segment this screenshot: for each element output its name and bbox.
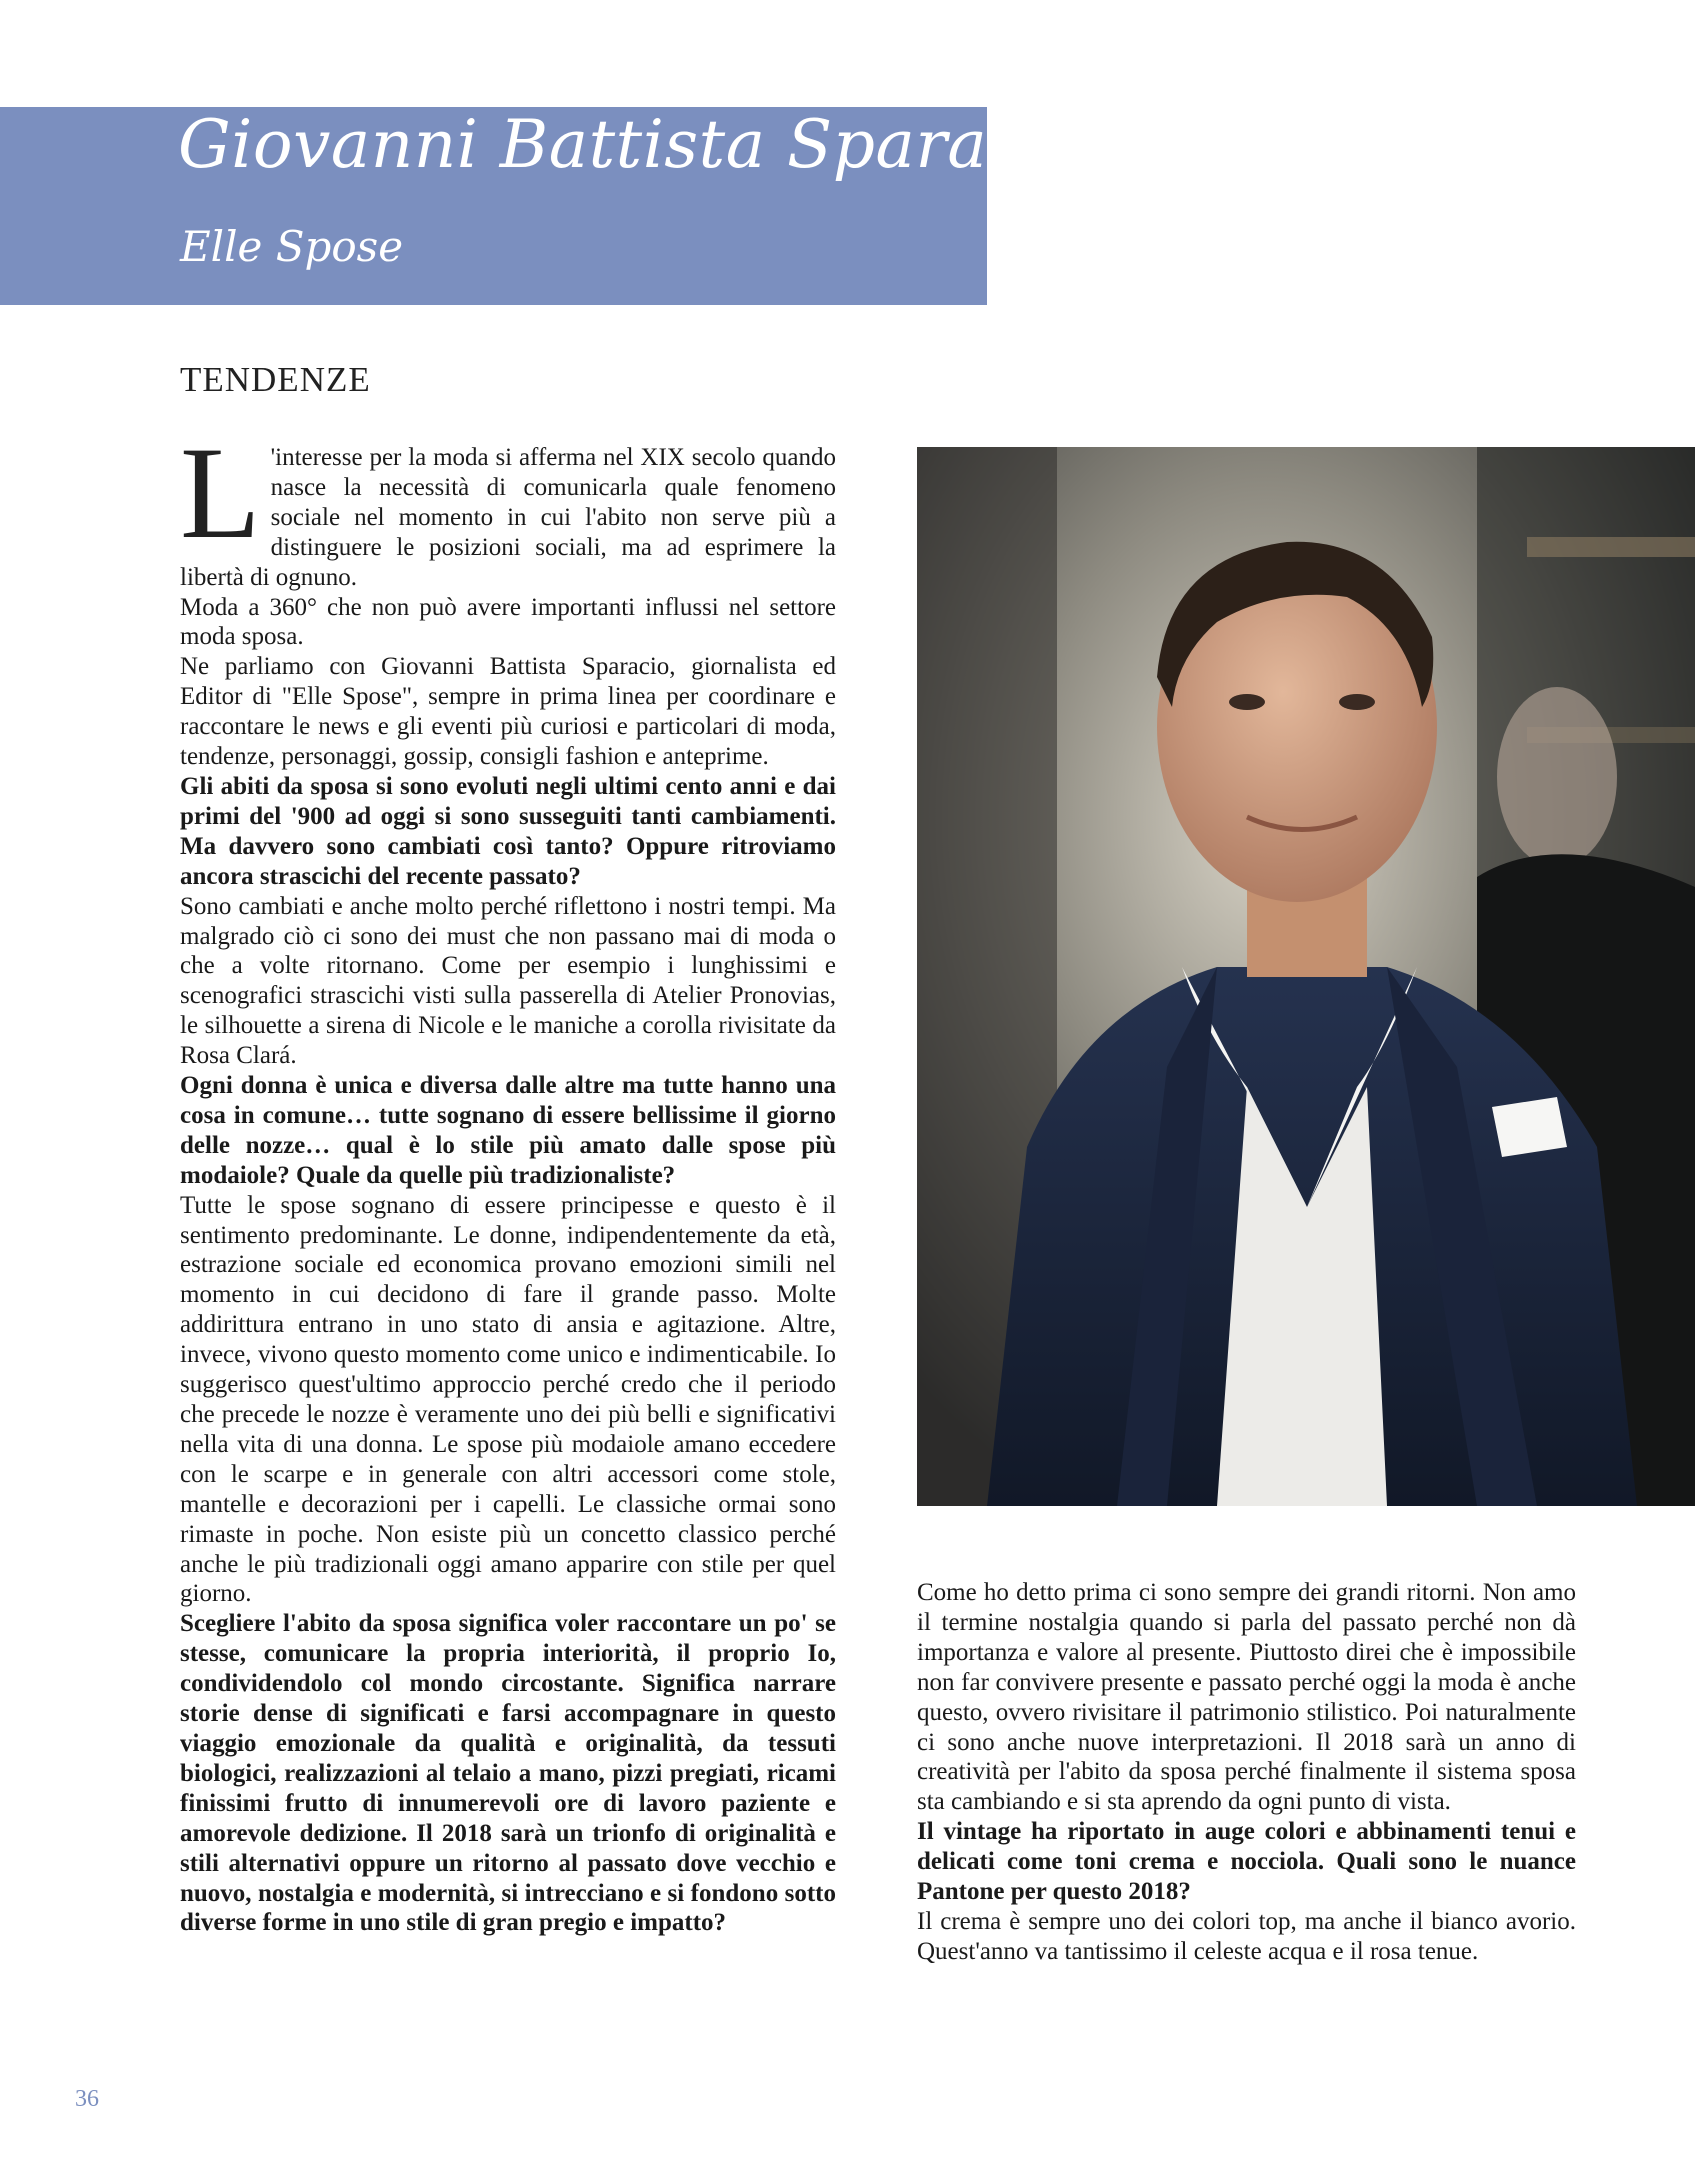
paragraph: Ne parliamo con Giovanni Battista Sparacio, giornalista ed Editor di "Elle Spose", sempre in prima linea per coordinare e raccontare le news e gli eventi più curiosi e particolari di moda, tendenze, personaggi, gossip, consigli fashion e anteprime. <box>180 653 836 771</box>
interview-question: Il vintage ha riportato in auge colori e abbinamenti tenui e delicati come toni crema e nocciola. Quali sono le nuance Pantone per questo 2018? <box>917 1818 1576 1906</box>
intro-paragraph: L 'interesse per la moda si afferma nel XIX secolo quando nasce la necessità di comunicarla quale fenomeno sociale nel momento in cui l'abito non serve più a distinguere le posizioni sociali, ma ad esprimere la libertà di ognuno. <box>180 419 836 591</box>
section-label: TENDENZE <box>180 360 371 399</box>
portrait-photo <box>917 447 1695 1506</box>
drop-cap: L <box>180 419 261 566</box>
interview-answer: Il crema è sempre uno dei colori top, ma anche il bianco avorio. Quest'anno va tantissimo il celeste acqua e il rosa tenue. <box>917 1907 1576 1965</box>
publication-name: Elle Spose <box>180 222 404 271</box>
interview-answer: Tutte le spose sognano di essere principesse e questo è il sentimento predominante. Le donne, indipendentemente da età, estrazione sociale ed economica provano emozioni simili nel momento in cui decidono di fare il grande passo. Molte addirittura entrano in uno stato di ansia e agitazione. Altre, invece, vivono questo momento come unico e indimenticabile. Io suggerisco quest'ultimo approccio perché credo che il periodo che precede le nozze è veramente uno dei più belli e significativi nella vita di una donna. Le spose più modaiole amano eccedere con le scarpe e in generale con altri accessori come stole, mantelle e decorazioni per i capelli. Le classiche ormai sono rimaste in poche. Non esiste più un concetto classico perché anche le più tradizionali oggi amano apparire con stile per quel giorno. <box>180 1191 836 1608</box>
interview-question: Scegliere l'abito da sposa significa voler raccontare un po' se stesse, comunicare la propria interiorità, il proprio Io, condividendolo col mondo circostante. Significa narrare storie dense di significati e farsi accompagnare in questo viaggio emozionale da qualità e originalità, da tessuti biologici, realizzazioni al telaio a mano, pizzi pregiati, ricami finissimi frutto di innumerevoli ore di lavoro paziente e amorevole dedizione. Il 2018 sarà un trionfo di originalità e stili alternativi oppure un ritorno al passato dove vecchio e nuovo, nostalgia e modernità, si intrecciano e si fondono sotto diverse forme in uno stile di gran pregio e impatto? <box>180 1610 836 1937</box>
article-right-column <box>917 1578 1576 1967</box>
interview-answer: Sono cambiati e anche molto perché riflettono i nostri tempi. Ma malgrado ciò ci sono dei must che non passano mai di moda o che a volte ritornano. Come per esempio i lunghissimi e scenografici strascichi visti sulla passerella di Atelier Pronovias, le silhouette a sirena di Nicole e le maniche a corolla rivisitate da Rosa Clará. <box>180 892 836 1070</box>
interview-answer: Come ho detto prima ci sono sempre dei grandi ritorni. Non amo il termine nostalgia quando si parla del passato perché non dà importanza e valore al presente. Piuttosto direi che è impossibile non far convivere presente e passato perché oggi la moda è anche questo, ovvero rivisitare il patrimonio stilistico. Poi naturalmente ci sono anche nuove interpretazioni. Il 2018 sarà un anno di creatività per l'abito da sposa perché finalmente il sistema sposa sta cambiando e si sta aprendo da ogni punto di vista. <box>917 1579 1576 1816</box>
interview-question: Ogni donna è unica e diversa dalle altre ma tutte hanno una cosa in comune… tutte sognano di essere bellissime il giorno delle nozze… qual è lo stile più amato dalle spose più modaiole? Quale da quelle più tradizionaliste? <box>180 1072 836 1189</box>
interview-question: Gli abiti da sposa si sono evoluti negli ultimi cento anni e dai primi del '900 ad oggi si sono susseguiti tanti cambiamenti. Ma davvero sono cambiati così tanto? Oppure ritroviamo ancora strascichi del recente passato? <box>180 772 836 890</box>
article-title: Giovanni Battista Sparacio <box>178 106 1087 183</box>
paragraph: Moda a 360° che non può avere importanti influssi nel settore moda sposa. <box>180 593 836 651</box>
article-left-column <box>180 419 836 1938</box>
page-number: 36 <box>75 2086 99 2112</box>
